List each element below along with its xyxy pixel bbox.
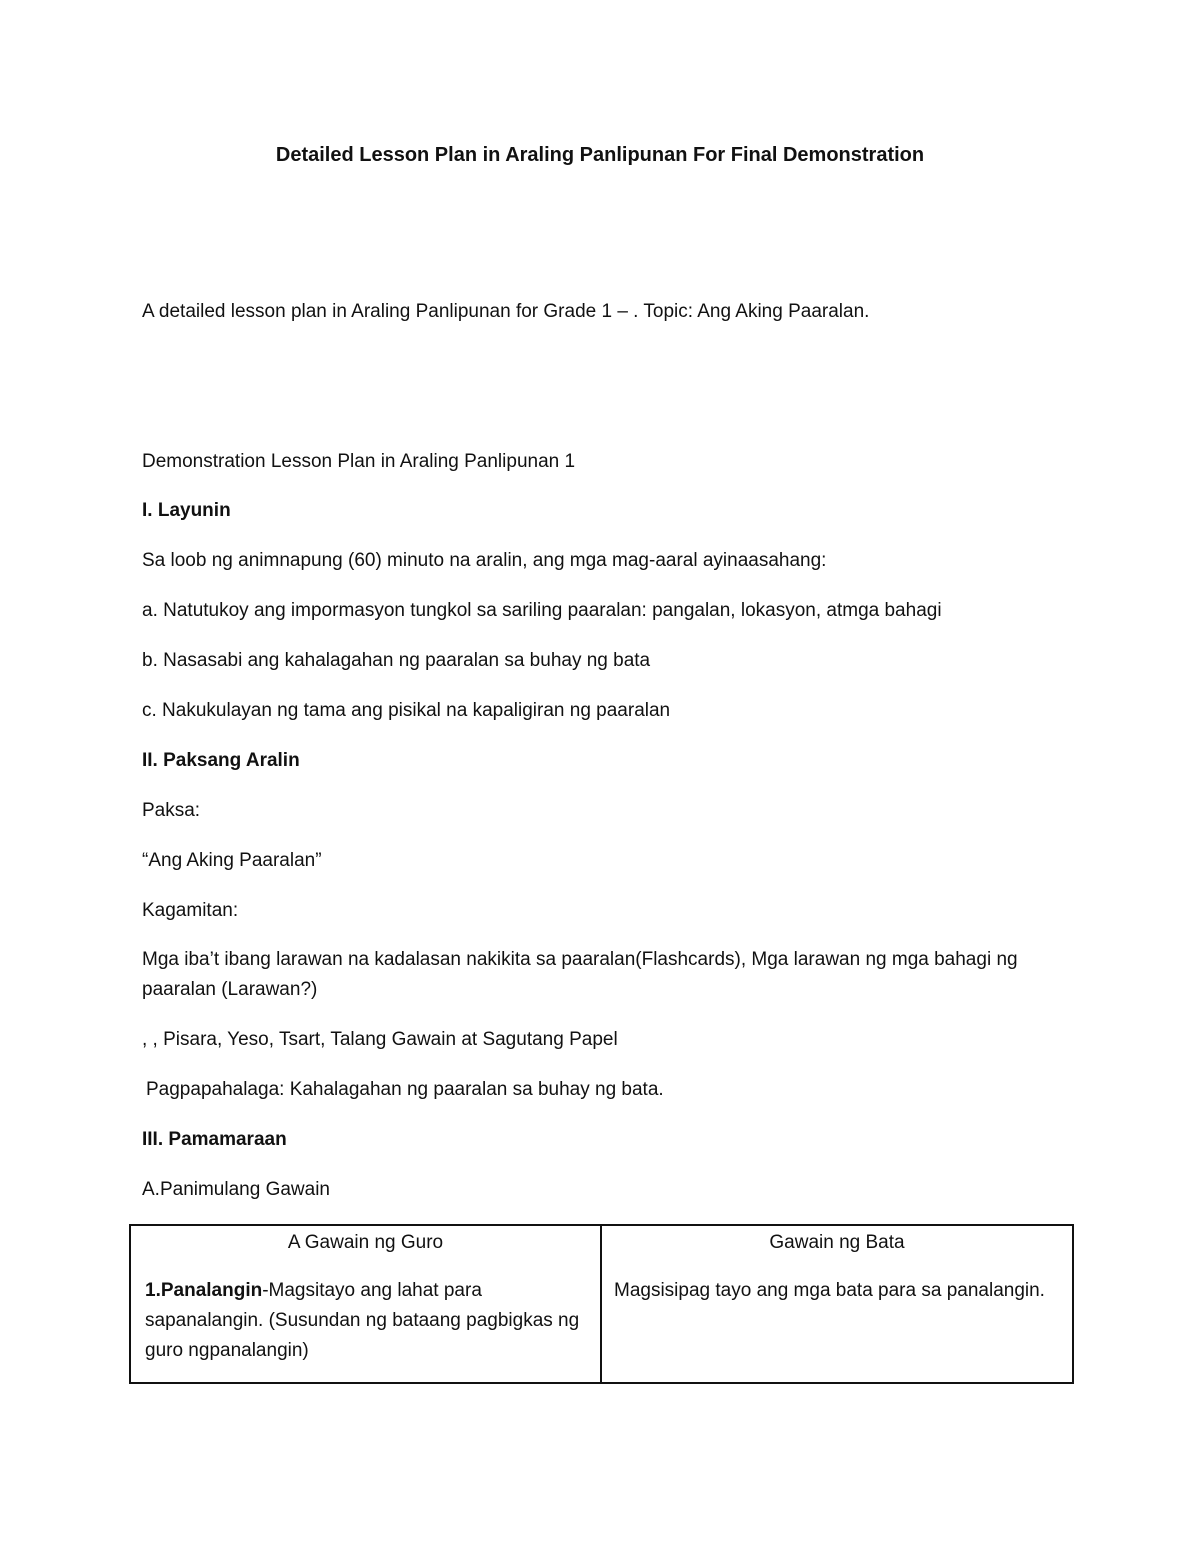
panimulang-gawain-label: A.Panimulang Gawain (142, 1179, 330, 1200)
table-header-guro: A Gawain ng Guro (130, 1225, 601, 1258)
document-title: Detailed Lesson Plan in Araling Panlipunan For Final Demonstration (275, 144, 925, 166)
paksa-label: Paksa: (142, 800, 201, 821)
layunin-lead: Sa loob ng animnapung (60) minuto na aralin, ang mga mag-aaral ayinaasahang: (142, 550, 827, 571)
gawain-table (129, 1224, 1074, 1384)
layunin-item-a: a. Natutukoy ang impormasyon tungkol sa sariling paaralan: pangalan, lokasyon, atmga bahagi (142, 600, 942, 621)
layunin-item-b: b. Nasasabi ang kahalagahan ng paaralan sa buhay ng bata (142, 650, 651, 671)
section-heading-layunin: I. Layunin (142, 500, 231, 521)
table-header-bata: Gawain ng Bata (601, 1225, 1073, 1258)
section-heading-pamamaraan: III. Pamamaraan (142, 1129, 287, 1150)
panalangin-text: -Magsitayo ang lahat para sapanalangin. (Susundan ng bataang pagbigkas ng guro ngpanalangin) (145, 1280, 580, 1361)
pagpapahalaga-text: Pagpapahalaga: Kahalagahan ng paaralan sa buhay ng bata. (146, 1079, 664, 1100)
kagamitan-text: Mga iba’t ibang larawan na kadalasan nakikita sa paaralan(Flashcards), Mga larawan ng mga bahagi ng paaralan (Larawan?) (142, 949, 1018, 1000)
intro-text: A detailed lesson plan in Araling Panlipunan for Grade 1 – . Topic: Ang Aking Paaralan. (142, 301, 870, 322)
layunin-item-c: c. Nakukulayan ng tama ang pisikal na kapaligiran ng paaralan (142, 700, 671, 721)
table-row (130, 1258, 1073, 1383)
panalangin-label: 1.Panalangin (145, 1280, 263, 1301)
paksa-value: “Ang Aking Paaralan” (142, 850, 322, 871)
materials-text: , , Pisara, Yeso, Tsart, Talang Gawain at Sagutang Papel (142, 1029, 618, 1050)
table-cell-guro (130, 1258, 601, 1383)
kagamitan-label: Kagamitan: (142, 900, 239, 921)
table-cell-bata: Magsisipag tayo ang mga bata para sa panalangin. (601, 1258, 1073, 1383)
subtitle-text: Demonstration Lesson Plan in Araling Panlipunan 1 (142, 451, 576, 472)
section-heading-paksang-aralin: II. Paksang Aralin (142, 750, 300, 771)
table-header-row (130, 1225, 1073, 1258)
